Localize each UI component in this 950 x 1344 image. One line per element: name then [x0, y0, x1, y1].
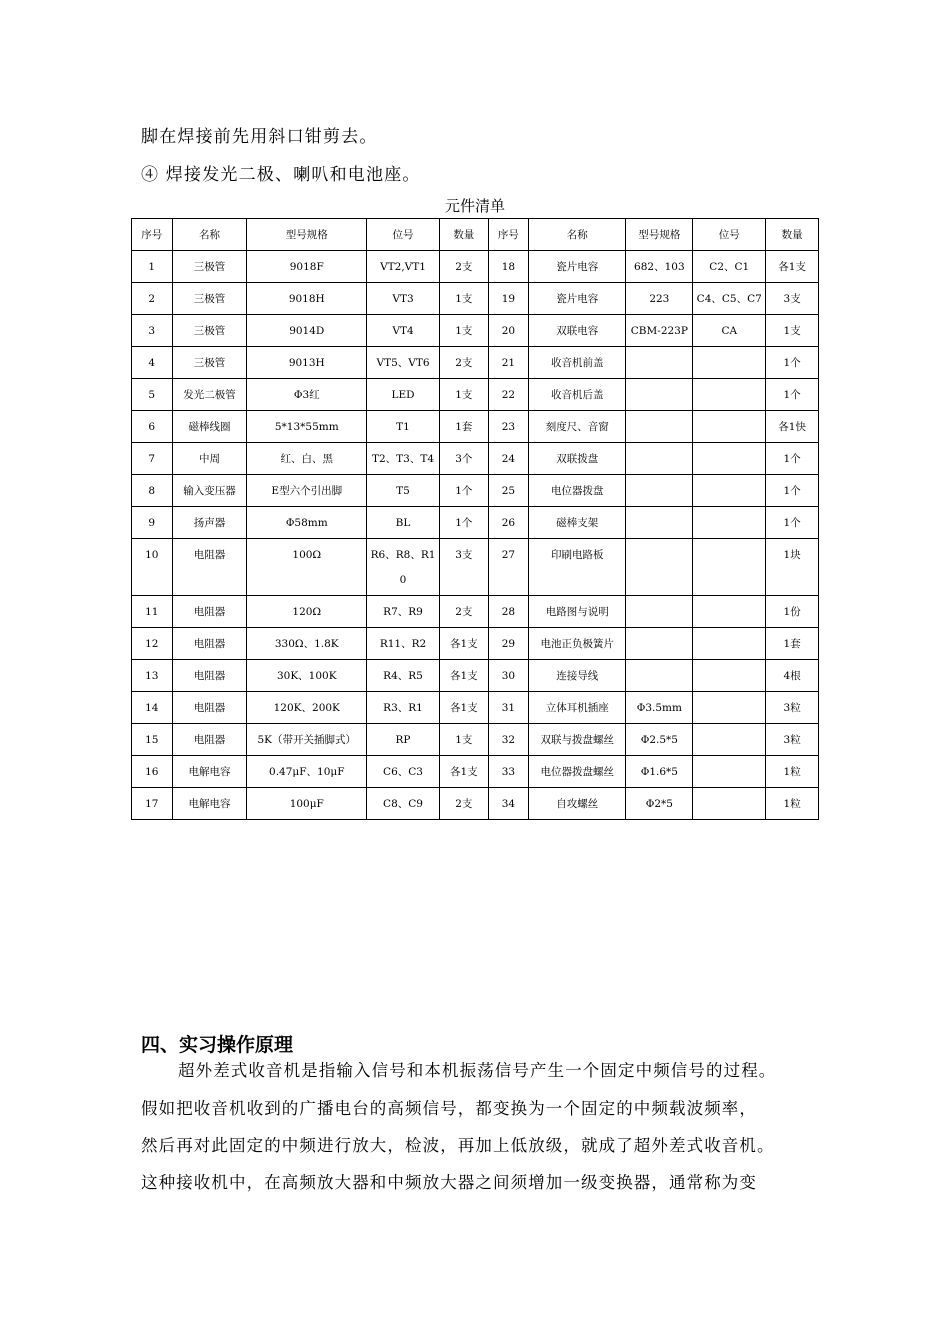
- table-cell: 17: [132, 788, 173, 820]
- header-cell: 数量: [766, 219, 819, 251]
- table-cell: T2、T3、T4: [367, 443, 440, 475]
- table-cell: 2: [132, 283, 173, 315]
- table-cell: 1个: [766, 507, 819, 539]
- table-cell: Φ58mm: [247, 507, 367, 539]
- table-cell: [693, 507, 766, 539]
- table-cell: 电位器拨盘螺丝: [529, 756, 626, 788]
- table-cell: 双联电容: [529, 315, 626, 347]
- table-row: [132, 788, 819, 820]
- table-cell: 1粒: [766, 788, 819, 820]
- paragraph-line-4: 这种接收机中，在高频放大器和中频放大器之间须增加一级变换器，通常称为变: [141, 1173, 757, 1192]
- table-cell: 双联拨盘: [529, 443, 626, 475]
- table-cell: 1粒: [766, 756, 819, 788]
- header-cell: 位号: [693, 219, 766, 251]
- table-cell: 电解电容: [172, 756, 247, 788]
- table-cell: [626, 475, 693, 507]
- table-cell: R3、R1: [367, 692, 440, 724]
- table-cell: Φ1.6*5: [626, 756, 693, 788]
- table-cell: 各1快: [766, 411, 819, 443]
- table-cell: 2支: [440, 347, 489, 379]
- table-cell: 1个: [766, 475, 819, 507]
- table-cell: 瓷片电容: [529, 251, 626, 283]
- table-row: [132, 443, 819, 475]
- table-cell: [693, 724, 766, 756]
- table-cell: [693, 411, 766, 443]
- table-cell: 各1支: [440, 756, 489, 788]
- table-cell: 双联与拨盘螺丝: [529, 724, 626, 756]
- header-cell: 型号规格: [247, 219, 367, 251]
- table-cell: 223: [626, 283, 693, 315]
- table-cell: R11、R2: [367, 628, 440, 660]
- table-cell: 三极管: [172, 315, 247, 347]
- table-caption: 元件清单: [444, 197, 505, 215]
- table-cell: [693, 756, 766, 788]
- table-cell: 1个: [766, 379, 819, 411]
- table-cell: 12: [132, 628, 173, 660]
- table-cell: 各1支: [440, 660, 489, 692]
- table-cell: [626, 596, 693, 628]
- table-cell: 3: [132, 315, 173, 347]
- table-cell: 三极管: [172, 347, 247, 379]
- table-cell: 各1支: [440, 628, 489, 660]
- table-cell: 6: [132, 411, 173, 443]
- table-cell: E型六个引出脚: [247, 475, 367, 507]
- table-row: [132, 411, 819, 443]
- table-cell: 682、103: [626, 251, 693, 283]
- table-cell: 电阻器: [172, 660, 247, 692]
- table-cell: 4根: [766, 660, 819, 692]
- table-cell: CBM-223P: [626, 315, 693, 347]
- table-cell: T1: [367, 411, 440, 443]
- table-cell: 各1支: [440, 692, 489, 724]
- table-cell: 电阻器: [172, 628, 247, 660]
- table-body: [132, 251, 819, 820]
- table-cell: 14: [132, 692, 173, 724]
- table-cell: 330Ω、1.8K: [247, 628, 367, 660]
- table-row: [132, 539, 819, 596]
- table-cell: 1支: [440, 379, 489, 411]
- table-cell: BL: [367, 507, 440, 539]
- table-cell: 扬声器: [172, 507, 247, 539]
- table-cell: C2、C1: [693, 251, 766, 283]
- header-cell: 名称: [529, 219, 626, 251]
- table-cell: C8、C9: [367, 788, 440, 820]
- table-cell: 5K（带开关插脚式）: [247, 724, 367, 756]
- table-cell: [626, 628, 693, 660]
- table-cell: [626, 411, 693, 443]
- table-cell: 31: [488, 692, 529, 724]
- table-cell: 发光二极管: [172, 379, 247, 411]
- table-row: [132, 251, 819, 283]
- table-cell: 11: [132, 596, 173, 628]
- table-row: [132, 596, 819, 628]
- paragraph-line-2: 假如把收音机收到的广播电台的高频信号，都变换为一个固定的中频载波频率，: [141, 1099, 757, 1118]
- table-cell: R4、R5: [367, 660, 440, 692]
- table-cell: CA: [693, 315, 766, 347]
- table-cell: 19: [488, 283, 529, 315]
- table-cell: 20: [488, 315, 529, 347]
- table-cell: 30: [488, 660, 529, 692]
- header-cell: 型号规格: [626, 219, 693, 251]
- intro-line-2: ④ 焊接发光二极、喇叭和电池座。: [141, 165, 421, 185]
- table-cell: 3个: [440, 443, 489, 475]
- header-cell: 位号: [367, 219, 440, 251]
- table-cell: 1块: [766, 539, 819, 596]
- paragraph-line-3: 然后再对此固定的中频进行放大，检波，再加上低放级，就成了超外差式收音机。: [141, 1136, 775, 1155]
- table-cell: 1: [132, 251, 173, 283]
- table-cell: [693, 539, 766, 596]
- table-cell: 2支: [440, 251, 489, 283]
- table-cell: 10: [132, 539, 173, 596]
- table-cell: 9013H: [247, 347, 367, 379]
- table-cell: 电位器拨盘: [529, 475, 626, 507]
- table-cell: 18: [488, 251, 529, 283]
- table-cell: 15: [132, 724, 173, 756]
- table-cell: 磁棒线圈: [172, 411, 247, 443]
- table-cell: T5: [367, 475, 440, 507]
- table-cell: Φ2.5*5: [626, 724, 693, 756]
- table-cell: 3支: [440, 539, 489, 596]
- table-cell: [626, 443, 693, 475]
- table-cell: 100Ω: [247, 539, 367, 596]
- table-cell: 自攻螺丝: [529, 788, 626, 820]
- table-cell: 1套: [766, 628, 819, 660]
- table-cell: 1支: [440, 724, 489, 756]
- table-cell: C4、C5、C7: [693, 283, 766, 315]
- table-cell: 3粒: [766, 692, 819, 724]
- table-cell: 中周: [172, 443, 247, 475]
- table-cell: 瓷片电容: [529, 283, 626, 315]
- table-cell: 9: [132, 507, 173, 539]
- table-row: [132, 628, 819, 660]
- table-cell: 1支: [766, 315, 819, 347]
- table-cell: 29: [488, 628, 529, 660]
- table-row: [132, 379, 819, 411]
- section-heading: 四、实习操作原理: [141, 1034, 294, 1056]
- table-cell: RP: [367, 724, 440, 756]
- table-cell: 立体耳机插座: [529, 692, 626, 724]
- table-cell: Φ2*5: [626, 788, 693, 820]
- table-cell: 1个: [440, 475, 489, 507]
- table-row: [132, 507, 819, 539]
- table-cell: 2支: [440, 596, 489, 628]
- table-cell: 5: [132, 379, 173, 411]
- table-cell: [693, 347, 766, 379]
- table-cell: 8: [132, 475, 173, 507]
- table-row: [132, 347, 819, 379]
- table-cell: [693, 692, 766, 724]
- table-cell: R7、R9: [367, 596, 440, 628]
- table-cell: 磁棒支架: [529, 507, 626, 539]
- header-cell: 序号: [132, 219, 173, 251]
- table-row: [132, 475, 819, 507]
- table-cell: [626, 507, 693, 539]
- table-cell: [693, 628, 766, 660]
- table-cell: [626, 347, 693, 379]
- table-cell: 7: [132, 443, 173, 475]
- table-cell: 32: [488, 724, 529, 756]
- table-cell: 9018H: [247, 283, 367, 315]
- table-header-row: [132, 219, 819, 251]
- table-cell: 24: [488, 443, 529, 475]
- table-cell: 27: [488, 539, 529, 596]
- table-cell: 120K、200K: [247, 692, 367, 724]
- table-row: [132, 283, 819, 315]
- header-cell: 数量: [440, 219, 489, 251]
- table-cell: 红、白、黑: [247, 443, 367, 475]
- table-row: [132, 692, 819, 724]
- table-cell: 输入变压器: [172, 475, 247, 507]
- table-cell: 3支: [766, 283, 819, 315]
- table-cell: 1支: [440, 315, 489, 347]
- table-cell: 电阻器: [172, 596, 247, 628]
- table-cell: [693, 788, 766, 820]
- table-cell: 33: [488, 756, 529, 788]
- table-cell: [693, 443, 766, 475]
- table-cell: C6、C3: [367, 756, 440, 788]
- table-cell: [693, 379, 766, 411]
- table-cell: 9014D: [247, 315, 367, 347]
- table-cell: Φ3.5mm: [626, 692, 693, 724]
- paragraph-line-1: 超外差式收音机是指输入信号和本机振荡信号产生一个固定中频信号的过程。: [178, 1061, 777, 1080]
- table-cell: 4: [132, 347, 173, 379]
- table-cell: 三极管: [172, 251, 247, 283]
- table-cell: 电路图与说明: [529, 596, 626, 628]
- table-cell: 1套: [440, 411, 489, 443]
- table-cell: 连接导线: [529, 660, 626, 692]
- table-cell: [626, 539, 693, 596]
- table-cell: VT2,VT1: [367, 251, 440, 283]
- table-cell: LED: [367, 379, 440, 411]
- table-cell: 0.47μF、10μF: [247, 756, 367, 788]
- table-cell: 26: [488, 507, 529, 539]
- table-cell: 电阻器: [172, 539, 247, 596]
- table-cell: VT3: [367, 283, 440, 315]
- table-cell: 120Ω: [247, 596, 367, 628]
- table-cell: VT5、VT6: [367, 347, 440, 379]
- table-cell: [626, 379, 693, 411]
- table-cell: 收音机后盖: [529, 379, 626, 411]
- table-cell: 22: [488, 379, 529, 411]
- table-cell: 各1支: [766, 251, 819, 283]
- table-cell: R6、R8、R10: [367, 539, 440, 596]
- table-cell: 100μF: [247, 788, 367, 820]
- table-cell: 电阻器: [172, 724, 247, 756]
- table-cell: 23: [488, 411, 529, 443]
- table-cell: 电池正负极簧片: [529, 628, 626, 660]
- table-cell: 9018F: [247, 251, 367, 283]
- table-cell: 2支: [440, 788, 489, 820]
- table-cell: 3粒: [766, 724, 819, 756]
- table-row: [132, 315, 819, 347]
- header-cell: 名称: [172, 219, 247, 251]
- table-row: [132, 660, 819, 692]
- table-cell: 收音机前盖: [529, 347, 626, 379]
- table-cell: 电阻器: [172, 692, 247, 724]
- table-cell: 1份: [766, 596, 819, 628]
- table-cell: 刻度尺、音窗: [529, 411, 626, 443]
- table-cell: 21: [488, 347, 529, 379]
- table-row: [132, 724, 819, 756]
- table-cell: 1个: [766, 347, 819, 379]
- intro-line-1: 脚在焊接前先用斜口钳剪去。: [141, 127, 378, 147]
- table-cell: [626, 660, 693, 692]
- header-cell: 序号: [488, 219, 529, 251]
- table-cell: 16: [132, 756, 173, 788]
- table-cell: 1个: [766, 443, 819, 475]
- table-cell: 三极管: [172, 283, 247, 315]
- table-cell: 1个: [440, 507, 489, 539]
- table-cell: 28: [488, 596, 529, 628]
- table-cell: [693, 596, 766, 628]
- table-cell: 25: [488, 475, 529, 507]
- table-cell: 1支: [440, 283, 489, 315]
- component-list-table: [131, 218, 819, 820]
- table-cell: [693, 660, 766, 692]
- table-cell: 电解电容: [172, 788, 247, 820]
- table-cell: 34: [488, 788, 529, 820]
- table-cell: 印刷电路板: [529, 539, 626, 596]
- table-row: [132, 756, 819, 788]
- table-cell: Φ3红: [247, 379, 367, 411]
- table-cell: 13: [132, 660, 173, 692]
- table-cell: 5*13*55mm: [247, 411, 367, 443]
- table-cell: 30K、100K: [247, 660, 367, 692]
- table-cell: [693, 475, 766, 507]
- table-cell: VT4: [367, 315, 440, 347]
